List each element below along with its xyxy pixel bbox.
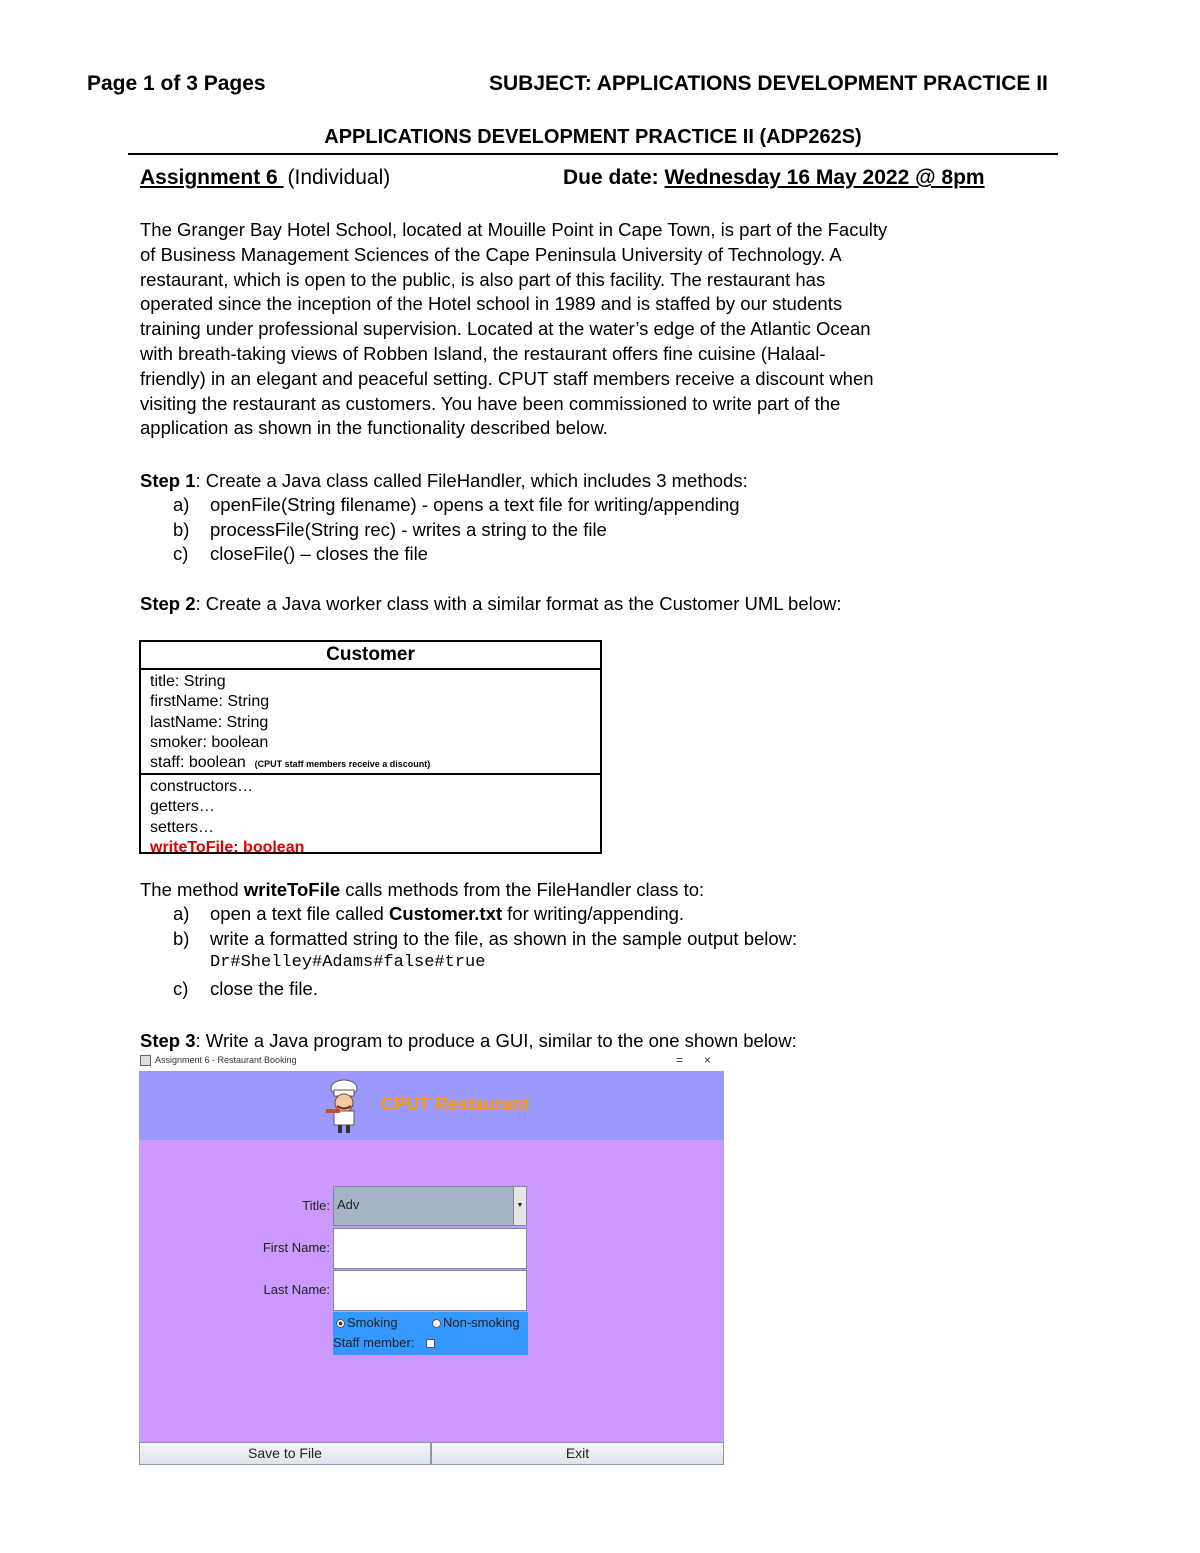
last-name-input[interactable] bbox=[333, 1270, 527, 1311]
step2-label: Step 2 bbox=[140, 593, 196, 614]
intro-line: training under professional supervision. Located at the water’s edge of the Atlantic Ocean bbox=[140, 318, 871, 340]
document-title: APPLICATIONS DEVELOPMENT PRACTICE II (ADP262S) bbox=[324, 126, 862, 148]
chevron-down-icon[interactable]: ▼ bbox=[513, 1187, 526, 1225]
staff-member-checkbox[interactable] bbox=[426, 1339, 435, 1348]
uml-attributes bbox=[141, 670, 600, 775]
staff-note: (CPUT staff members receive a discount) bbox=[254, 759, 431, 770]
sample-output: Dr#Shelley#Adams#false#true bbox=[210, 953, 486, 972]
uml-diagram bbox=[139, 640, 602, 854]
title-selected-value: Adv bbox=[337, 1197, 360, 1212]
due-value: Wednesday 16 May 2022 @ 8pm bbox=[664, 166, 985, 189]
item-letter: a) bbox=[173, 903, 190, 924]
step1-label: Step 1 bbox=[140, 470, 196, 491]
item-letter: c) bbox=[173, 978, 189, 999]
step2-text: : Create a Java worker class with a similar format as the Customer UML below: bbox=[195, 593, 842, 614]
uml-class-name: Customer bbox=[141, 642, 600, 670]
title-dropdown[interactable] bbox=[333, 1186, 527, 1226]
non-smoking-label: Non-smoking bbox=[443, 1315, 520, 1330]
item-letter: a) bbox=[173, 494, 190, 515]
smoking-radio[interactable] bbox=[336, 1315, 398, 1330]
uml-attribute: smoker: boolean bbox=[150, 733, 269, 751]
item-text: close the file. bbox=[210, 978, 318, 999]
item-text: openFile(String filename) - opens a text file for writing/appending bbox=[210, 494, 740, 515]
step3-label: Step 3 bbox=[140, 1030, 196, 1051]
first-name-input[interactable] bbox=[333, 1228, 527, 1269]
step1-heading bbox=[140, 470, 748, 492]
intro-line: of Business Management Sciences of the Cape Peninsula University of Technology. A bbox=[140, 243, 842, 265]
radio-selected-icon bbox=[336, 1319, 345, 1328]
intro-line: The Granger Bay Hotel School, located at Mouille Point in Cape Town, is part of the Faculty bbox=[140, 219, 888, 240]
assignment-name: Assignment 6 bbox=[140, 166, 284, 189]
staff-member-label: Staff member: bbox=[333, 1335, 415, 1350]
item-letter: c) bbox=[173, 543, 189, 564]
last-name-label: Last Name: bbox=[263, 1282, 330, 1297]
chef-logo-icon bbox=[322, 1078, 366, 1134]
options-panel bbox=[333, 1312, 528, 1355]
method-name: writeToFile bbox=[243, 879, 341, 900]
intro-line: restaurant, which is open to the public, is also part of this facility. The restaurant has bbox=[140, 268, 826, 290]
close-icon[interactable]: × bbox=[704, 1053, 712, 1067]
uml-method: constructors… bbox=[150, 778, 254, 795]
intro-line: application as shown in the functionality described below. bbox=[140, 417, 608, 439]
step1-text: : Create a Java class called FileHandler, which includes 3 methods: bbox=[195, 470, 748, 491]
item-letter: b) bbox=[173, 519, 190, 540]
due-label: Due date: bbox=[563, 166, 665, 189]
item-text: write a formatted string to the file, as shown in the sample output below: bbox=[210, 928, 798, 949]
assignment-type: (Individual) bbox=[287, 166, 391, 189]
item-text: processFile(String rec) - writes a string to the file bbox=[210, 519, 607, 540]
uml-methods bbox=[141, 775, 600, 858]
step3-heading bbox=[140, 1030, 797, 1052]
uml-attribute: title: String bbox=[150, 673, 226, 690]
item-letter: b) bbox=[173, 928, 190, 949]
step2-heading bbox=[140, 593, 842, 615]
title-label: Title: bbox=[302, 1198, 330, 1213]
uml-attribute: lastName: String bbox=[150, 713, 269, 731]
window-title-bar bbox=[140, 1055, 725, 1069]
first-name-label: First Name: bbox=[262, 1240, 330, 1255]
restaurant-title: CPUT Restaurant bbox=[381, 1094, 530, 1114]
intro-line: friendly) in an elegant and peaceful setting. CPUT staff members receive a discount when bbox=[140, 367, 874, 389]
item-text: open a text file called Customer.txt for writing/appending. bbox=[210, 903, 685, 924]
page-number: Page 1 of 3 Pages bbox=[87, 72, 266, 95]
file-name: Customer.txt bbox=[388, 903, 503, 924]
assignment-line bbox=[140, 166, 390, 190]
exit-button[interactable]: Exit bbox=[431, 1442, 724, 1465]
intro-line: visiting the restaurant as customers. You have been commissioned to write part of the bbox=[140, 392, 841, 414]
method-description: The method writeToFile calls methods from the FileHandler class to: bbox=[140, 879, 705, 900]
intro-line: operated since the inception of the Hotel school in 1989 and is staffed by our students bbox=[140, 293, 843, 315]
restore-icon[interactable]: = bbox=[676, 1053, 684, 1067]
title-divider bbox=[128, 153, 1058, 155]
step3-text: : Write a Java program to produce a GUI, similar to the one shown below: bbox=[195, 1030, 797, 1051]
non-smoking-radio[interactable] bbox=[432, 1315, 520, 1330]
subject-header: SUBJECT: APPLICATIONS DEVELOPMENT PRACTICE II bbox=[489, 72, 1048, 95]
window-title: Assignment 6 - Restaurant Booking bbox=[155, 1055, 297, 1065]
uml-method: getters… bbox=[150, 798, 215, 816]
intro-line: with breath-taking views of Robben Island, the restaurant offers fine cuisine (Halaal- bbox=[140, 342, 826, 364]
app-icon bbox=[140, 1055, 151, 1066]
uml-attribute: firstName: String bbox=[150, 693, 270, 711]
uml-method: setters… bbox=[150, 818, 215, 836]
item-text: closeFile() – closes the file bbox=[210, 543, 428, 564]
save-to-file-button[interactable]: Save to File bbox=[139, 1442, 431, 1465]
intro-paragraph bbox=[140, 218, 1020, 441]
uml-method-highlight: writeToFile: boolean bbox=[150, 838, 305, 856]
smoking-label: Smoking bbox=[347, 1315, 398, 1330]
due-date bbox=[563, 166, 985, 190]
staff-member-row bbox=[333, 1335, 435, 1350]
uml-attribute: staff: boolean (CPUT staff members receive a discount) bbox=[150, 754, 431, 772]
radio-icon bbox=[432, 1319, 441, 1328]
